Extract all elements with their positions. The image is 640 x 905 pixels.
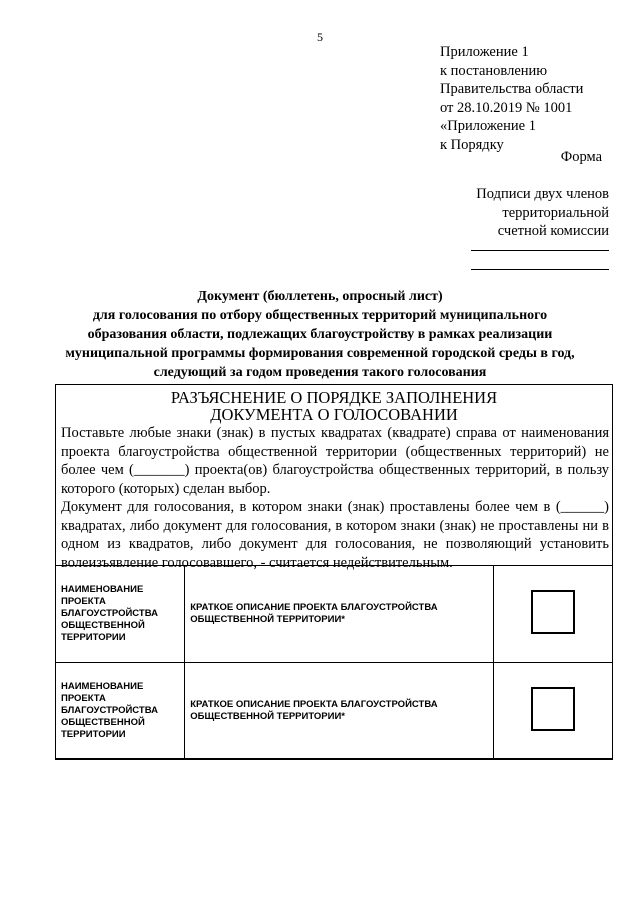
appendix-line: от 28.10.2019 № 1001 [440,99,573,116]
signature-line-2 [471,269,609,270]
document-title-line2: для голосования по отбору общественных территорий муниципального образования области, подлежащих благоустройству в рамках реализации муниципальной программы формирования современной городской среды в год, следующий за годом проведения такого голосования [65,308,575,380]
vote-checkbox[interactable] [531,687,575,731]
signature-line-1 [471,250,609,251]
projects-table [55,565,613,760]
vote-checkbox[interactable] [531,590,575,634]
document-title-line1: Документ (бюллетень, опросный лист) [197,289,443,304]
project-name: НАИМЕНОВАНИЕ ПРОЕКТА БЛАГОУСТРОЙСТВА ОБЩЕСТВЕННОЙ ТЕРРИТОРИИ [56,663,185,760]
explanation-paragraph-1: Поставьте любые знаки (знак) в пустых квадратах (квадрате) справа от наименования проекта благоустройства общественной территории (общественных территорий) не более чем (_______) проекта(ов) благоустройства общественных территорий, в пользу которого (которых) сделан выбор. [61,425,609,497]
vote-cell [494,566,613,663]
project-row [56,663,613,760]
explanation-heading [55,389,613,423]
project-description: КРАТКОЕ ОПИСАНИЕ ПРОЕКТА БЛАГОУСТРОЙСТВА ОБЩЕСТВЕННОЙ ТЕРРИТОРИИ* [185,566,494,663]
signatures-line: счетной комиссии [497,223,609,239]
appendix-block [440,43,583,154]
signatures-line: территориальной [502,204,609,221]
project-row [56,566,613,663]
signatures-block [476,185,609,241]
appendix-line: «Приложение 1 [440,118,536,134]
explanation-paragraph-2: Документ для голосования, в котором знаки (знак) проставлены более чем в (______) квадратах, либо документ для голосования, в котором знаки (знак) не проставлены ни в одном из квадратов, либо документ для голосования, не позволяющий установить волеизъявление голосовавшего, - считается недействительным. [61,499,609,571]
vote-cell [494,663,613,760]
appendix-line: к постановлению [440,62,548,79]
signatures-line: Подписи двух членов [476,186,609,202]
appendix-line: Приложение 1 [440,44,529,60]
project-name: НАИМЕНОВАНИЕ ПРОЕКТА БЛАГОУСТРОЙСТВА ОБЩЕСТВЕННОЙ ТЕРРИТОРИИ [56,566,185,663]
form-label: Форма [560,149,602,165]
project-description: КРАТКОЕ ОПИСАНИЕ ПРОЕКТА БЛАГОУСТРОЙСТВА ОБЩЕСТВЕННОЙ ТЕРРИТОРИИ* [185,663,494,760]
appendix-line: к Порядку [440,136,504,153]
explanation-heading-line1: РАЗЪЯСНЕНИЕ О ПОРЯДКЕ ЗАПОЛНЕНИЯ [170,388,498,407]
page-number: 5 [317,30,323,44]
document-title [62,287,578,382]
explanation-text [61,424,609,572]
appendix-line: Правительства области [440,81,584,97]
explanation-heading-line2: ДОКУМЕНТА О ГОЛОСОВАНИИ [210,405,458,424]
